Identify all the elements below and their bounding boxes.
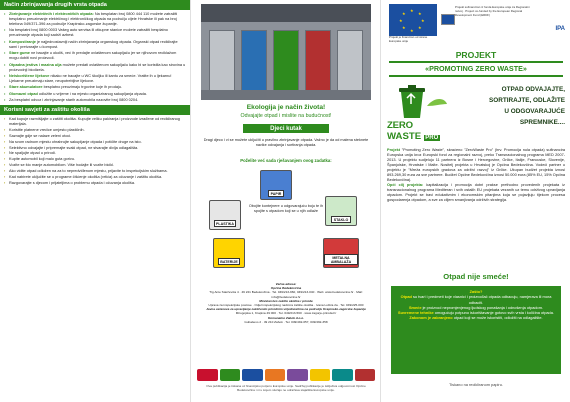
bin-metal: METALNA AMBALAŽA: [323, 238, 359, 268]
bin-plastic: PLASTIKA: [209, 200, 241, 230]
erdf-note: Projekt sufinanciran iz fonda Europske unije za Regionalni razvoj · Project co-funded by the European Regional Development Fund (ERDF): [455, 5, 530, 17]
project-label: PROJEKT: [455, 50, 497, 60]
recycled-paper-note: Tiskano na recikliranom papiru.: [449, 382, 503, 387]
list-item: › Kad kupuje razmišljajte o zaštiti okoliša. Kupujte veliku pakiranja i proizvode izrađene od recikliranog materijala.: [9, 117, 186, 127]
kids-intro-text: Dragi djeco i vi se možete uključiti u pravilno zbrinjavanje otpada. Važno je da od malena steknete navike odvajanja i sortiranja otpada.: [203, 138, 369, 147]
right-column: [380, 0, 570, 402]
game-instruction: Obojite kontejnere u odgovarajuću boju te ih spojite s otpadom koji se u njih odlaže: [248, 204, 324, 213]
container-shape: [273, 30, 299, 98]
partner-logo: [197, 369, 218, 381]
list-item: › Kupite automobil koji malo guta gorivu.: [9, 157, 186, 162]
container-shape: [305, 30, 331, 98]
partner-logo: [242, 369, 263, 381]
list-item: • Stare gume ne bacajte u okoliš, već ih predajte ovlaštenom sakupljaču jer se njihovom reciklažom mogu dobiti novi proizvodi.: [9, 51, 186, 61]
list-item: • Stare akumulatore besplatno preuzimaju trgovine koje ih prodaju.: [9, 85, 186, 90]
list-item: › Ako vidite otpad odložen na za to nepredviđenom mjestu, prijavite to inspekcijskim službama.: [9, 169, 186, 174]
bin-batteries: BATERIJE: [213, 238, 245, 268]
section-title-tips: Korisni savjeti za zaštitu okoliša: [0, 105, 190, 115]
container-shape: [337, 30, 363, 98]
contact-entry: Općina Bedekovčina Trg Ante Starčevića 4 · 49 221 Bedekovčina · Tel. 049/213-960, 049/213-040 · Web: www.bedekovcina.hr · Mail: info@bedekovcina.hr: [209, 286, 363, 299]
list-item: › Ne spaljujte otpad u prirodi.: [9, 151, 186, 156]
box-line: Zakonom je zabranjeno otpad koji se može iskoristiti, odložiti na odlagalište.: [409, 315, 543, 321]
contact-entry: Ministarstvo zaštite okoliša i prirode Uprava za inspekcijske poslove · Odjel inspekcijskog nadzora zaštite okoliša · Ivana Lučića 2a · Tel. 049/225-000: [208, 298, 364, 308]
bin-glass: STAKLO: [325, 196, 357, 226]
middle-column: [190, 0, 381, 402]
partner-logos: [197, 368, 375, 382]
slogan-separate: Odvajajte otpad i mislite na budućnost!: [240, 113, 332, 119]
kids-quiz-title: Poželite već sada rješavanjem ovog zadatka:: [240, 158, 332, 163]
contact-entry: Važna adresa:: [275, 282, 297, 286]
partner-logo: [287, 369, 308, 381]
list-item: • Kompostiranje je najjednostavniji način zbrinjavanja organskog otpada. Organski otpad reciklirajte sami i pretvarajte u kompost.: [9, 40, 186, 50]
disposal-list: [0, 10, 190, 103]
partner-logo: [265, 369, 286, 381]
list-item: • Zbrinjavanje električnih i elektroničkih otpada: Na besplatan broj 0800 444 110 možete zatražiti besplatno preuzimanje električnog i elektroničkog otpada na području cijele Hrvatske ili pak na broj telefona 049/371-396 za područje Krapinsko-zagorske županije.: [9, 12, 186, 27]
publication-disclaimer: Ova publikacija je tiskana uz financijsku potporu Europske unije. Sadržaj publikacije je isključiva odgovornost Općine Bedekovčina i ni u kojem slučaju ne odražava stajališta Europske unije.: [206, 384, 366, 392]
box-line: Otpad su tvari i predmeti koje vlasnici i proizvođač otpada odbacuju, namjerava ili mora odbaciti.: [400, 294, 552, 305]
list-item: • Otpadna jestiva i mazina ulja možete predati ovlaštenom sakupljaču kako bi se koristila kao sirovina u proizvodnji biodizela.: [9, 63, 186, 73]
tagline: OTPAD ODVAJAJTE, SORTIRAJTE, ODLAŽITE U ODGOVARAJUĆE SPREMNIKE....: [489, 86, 565, 126]
bin-matching-game: [205, 166, 367, 278]
bin-paper: PAPIR: [260, 170, 292, 200]
box-line: Smeće je proizvod nepromjenjenog ljudskog ponašanja i odnošenja otpadom.: [408, 304, 544, 310]
left-column: [0, 0, 190, 402]
ipa-logo: IPA: [555, 26, 565, 32]
kids-corner-title: Djeci kutak: [243, 124, 329, 133]
list-item: › Saznajte gdje se nalaze zeleni otoci.: [9, 134, 186, 139]
waste-not-trash-heading: Otpad nije smeće!: [443, 272, 509, 281]
roof-shape: [201, 4, 371, 22]
box-line: Suvremene tehnike omogućuju potpuno iskorištavanje gotovo svih vrsta i količina otpada.: [398, 310, 554, 316]
divider: [389, 61, 563, 63]
list-item: › Vozite se što manje automobilom. Više hodajte ili vozite bicikl.: [9, 163, 186, 168]
waste-wordmark: WASTE PRO: [387, 131, 439, 142]
list-item: › Razgovarajte s djecom i prijateljima o problemu otpada i očuvanja okoliša.: [9, 181, 186, 186]
list-item: › Kad nabirete uključite se u programe čišćenje okoliša (vrtića) za očuvanje i zaštitu okoliša.: [9, 175, 186, 180]
list-item: • Za besplatni odvoz i zbrinjavanje starih automobila nazovite broj 0800 0204.: [9, 98, 186, 103]
project-description: Projekt "Promoting Zero Waste", skraćeno "ZeroWaste Pro" (hrv. Promocija nula otpada) sufinancira Europska unija kroz Europski fond za regionalni razvoj, preko Transnacionalnog programa MED 2007-2013. U projektu sudjeluju 11 partnera iz Bosne i Hercegovine, Grčke, Italije, Francuske, Slovenije, Španjolske, Hrvatske i Malte. Nositelj projekta u Hrvatskoj je Općina Bedekovčina. Vodeći partner u projektu je "Mreža europskih gradova za održivi razvoj" iz Grčke. Ukupan budžet projekta iznosi 893.269,30 eura za sve partnere. Budžet Općine Bedekovčina iznosi 50.000 eura (85% EU, 15% Općina Bedekovčina). Opći cilj projekta: kapitalizacija i promocija dobri prakse prethodno provedenih projekata iz transnacionalnog programa Mediteran i svih ostalih EU projekata vezanih uz temu održivog upravljanja otpadom. Projekt se bavi edukativnim i ekonomskim pitanjima koja se pojavljuju tijekom procesa gospodarenja otpadom, a sve za ciljem smanjivanja održivih strategija.: [387, 148, 565, 202]
pro-badge: PRO: [425, 135, 439, 141]
list-item: • Na besplatni broj 0800 0003 Vašeg auto servisa ili otkupne stanice možete zatražiti besplatno preuzimanje otpada koji sadrži azbest.: [9, 28, 186, 38]
eu-funding-note: Projekt je financiran od strane Europske unije: [389, 35, 428, 43]
why-box: [391, 286, 561, 374]
contacts-block: [197, 282, 375, 324]
section-title-disposal: Način zbrinjavanja drugih vrsta otpada: [0, 0, 190, 10]
list-item: • Neiskorištene lijekove nikako ne bacajte u WC školjku ili kantu za smeće. Vratite ih u ljekarnu! Ljekarne preuzimaju stare, neupotrebljive lijekove.: [9, 74, 186, 84]
list-item: › Koristite platnene vrećice umjesto plastičnih.: [9, 128, 186, 133]
partner-logo: [310, 369, 331, 381]
slogan-ecology: Ekologija je način života!: [246, 104, 326, 111]
floor-shape: [201, 90, 371, 100]
recycling-station-photo: [201, 4, 371, 100]
project-name: «PROMOTING ZERO WASTE»: [425, 64, 527, 73]
partner-logo: [355, 369, 376, 381]
divider: [389, 75, 563, 77]
tips-list: [0, 115, 190, 186]
container-shape: [209, 30, 235, 98]
contact-entry: Javna ustanova za upravljanje zaštićenim prirodnim vrijednostima na području Krapinsko-zagorske županije Mirogojska 1, Krapina 49 000 · Tel. 049/213-560 · www.zagorje-priroda.hr: [206, 307, 366, 316]
zero-wordmark: ZERO: [387, 120, 413, 131]
list-item: › Na svom radnom mjestu ohrabrujte sakupljanje otpada i potičite druge na isto.: [9, 140, 186, 145]
contact-entry: Komunalno Zabok d.o.o. Gubaševo 2 · 49 210 Zabok · Tel. 049/492-057, 049/492-358: [244, 315, 328, 324]
list-item: › Selektivno odvajajte i pripremajte svaki otpad, ne stvarajte divlja odlagališta.: [9, 146, 186, 151]
container-shape: [241, 30, 267, 98]
partner-logo: [220, 369, 241, 381]
list-item: • Glomazni otpad odložite u vrijeme i na mjesto organiziranog sakupljanja otpada.: [9, 92, 186, 97]
erdf-flag-icon: [441, 14, 455, 25]
partner-logo: [332, 369, 353, 381]
eu-flag-icon: ★ ★ ★ ★ ★ ★ ★ ★: [389, 4, 437, 36]
box-line: Zašto?: [469, 289, 483, 294]
